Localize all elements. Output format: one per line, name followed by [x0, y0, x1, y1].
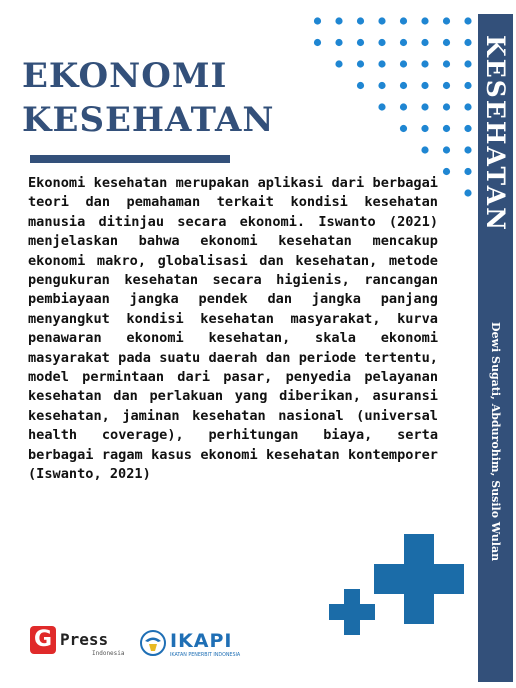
- ikapi-name: IKAPI: [170, 630, 233, 652]
- decor-dot: [464, 60, 471, 67]
- decor-dot: [357, 39, 364, 46]
- decor-dot: [400, 60, 407, 67]
- decor-dot: [443, 146, 450, 153]
- dot-pattern-svg: [294, 13, 474, 203]
- decor-dot: [357, 60, 364, 67]
- decor-dot: [443, 82, 450, 89]
- decor-dot: [400, 82, 407, 89]
- gpress-name: Press: [60, 630, 109, 649]
- decor-dot: [314, 39, 321, 46]
- decor-dot: [421, 103, 428, 110]
- decor-dot: [378, 17, 385, 24]
- decor-dot: [314, 17, 321, 24]
- decor-dot: [400, 39, 407, 46]
- decor-dot: [378, 103, 385, 110]
- decor-dot: [400, 103, 407, 110]
- decor-dot: [357, 17, 364, 24]
- decor-dot: [464, 125, 471, 132]
- decor-dot: [378, 82, 385, 89]
- decor-dot: [421, 39, 428, 46]
- decor-dot: [443, 39, 450, 46]
- decor-dot: [357, 82, 364, 89]
- ikapi-garuda-emblem-icon: [140, 630, 166, 656]
- ikapi-logo: [140, 628, 260, 664]
- spine-authors: Dewi Sugati, Abdurohim, Susilo Wulan: [489, 322, 502, 562]
- decor-dot: [421, 82, 428, 89]
- back-cover-blurb: Ekonomi kesehatan merupakan aplikasi dari berbagai teori dan pemahaman terkait kondisi kesehatan manusia ditinjau secara ekonomi. Iswanto (2021) menjelaskan bahwa ekonomi kesehatan mencakup ekonomi makro, globalisasi dan kesehatan, metode pengukuran kesehatan secara higienis, rancangan pembiayaan jangka pendek dan jangka panjang menyangkut kondisi kesehatan masyarakat, kurva penawaran ekonomi kesehatan, skala ekonomi masyarakat pada suatu daerah dan periode tertentu, model permintaan dari pasar, penyedia pelayanan kesehatan dan perlakuan yang diberikan, asuransi kesehatan, jaminan kesehatan nasional (universal health coverage), perhitungan biaya, serta berbagai ragam kasus ekonomi kesehatan kontemporer (Iswanto, 2021): [28, 175, 438, 483]
- decor-dot: [464, 39, 471, 46]
- book-title: [22, 54, 274, 142]
- decor-dot: [400, 17, 407, 24]
- decor-dot: [443, 103, 450, 110]
- medical-cross-icon-small: [329, 589, 375, 635]
- decor-dot: [421, 146, 428, 153]
- decor-dot: [378, 39, 385, 46]
- decor-dot: [378, 60, 385, 67]
- decor-dot: [400, 125, 407, 132]
- medical-cross-icon-large: [374, 534, 464, 624]
- decor-dot: [335, 60, 342, 67]
- decor-dot: [443, 125, 450, 132]
- ikapi-sub: IKATAN PENERBIT INDONESIA: [170, 653, 241, 658]
- title-line-1: EKONOMI: [22, 56, 228, 96]
- title-underline: [30, 155, 230, 163]
- decor-dot: [464, 17, 471, 24]
- decor-dot: [443, 60, 450, 67]
- decor-dot: [464, 146, 471, 153]
- decor-dot: [464, 82, 471, 89]
- decor-dot: [421, 17, 428, 24]
- dot-pattern: [294, 13, 474, 203]
- decor-dot: [443, 17, 450, 24]
- decor-dot: [335, 17, 342, 24]
- spine-title: KESEHATAN: [481, 35, 510, 233]
- decor-dot: [464, 189, 471, 196]
- decor-dot: [464, 103, 471, 110]
- gpress-g-mark: G: [30, 626, 56, 654]
- gpress-sub: Indonesia: [92, 650, 125, 657]
- decor-dot: [421, 125, 428, 132]
- title-line-2: KESEHATAN: [22, 100, 275, 140]
- decor-dot: [464, 168, 471, 175]
- decor-dot: [335, 39, 342, 46]
- decor-dot: [421, 60, 428, 67]
- decor-dot: [443, 168, 450, 175]
